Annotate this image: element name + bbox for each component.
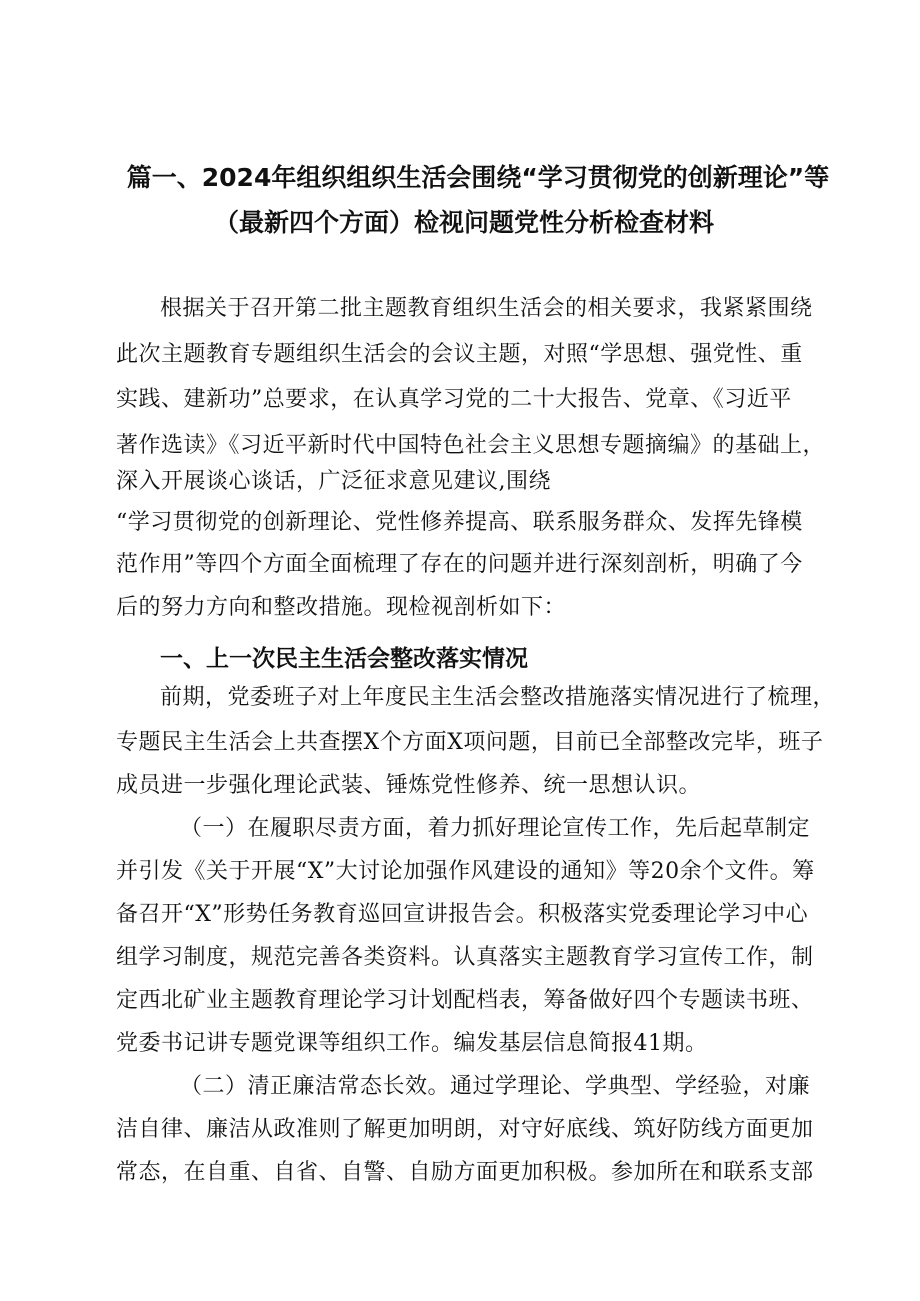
intro-line-3: 实践、建新功”总要求，在认真学习党的二十大报告、党章、《习近平 (116, 387, 792, 412)
para2-line-5: 定西北矿业主题教育理论学习计划配档表，筹备做好四个专题读书班、 (116, 988, 814, 1013)
intro-line-6: “学习贯彻党的创新理论、党性修养提高、联系服务群众、发挥先锋模 (116, 510, 803, 535)
para2-line-2: 并引发《关于开展“X”大讨论加强作风建设的通知》等20余个文件。筹 (116, 859, 815, 884)
para2-line-4: 组学习制度，规范完善各类资料。认真落实主题教育学习宣传工作，制 (116, 945, 814, 970)
para2-line-6: 党委书记讲专题党课等组织工作。编发基层信息简报41期。 (116, 1031, 708, 1056)
para1-line-2: 专题民主生活会上共查摆X个方面X项问题，目前已全部整改完毕，班子 (116, 730, 824, 755)
para3-line-1: （二）清正廉洁常态长效。通过学理论、学典型、学经验，对廉 (180, 1074, 811, 1099)
document-title-line-1: 篇一、2024年组织组织生活会围绕“学习贯彻党的创新理论”等 (126, 163, 830, 192)
para1-line-3: 成员进一步强化理论武装、锤炼党性修养、统一思想认识。 (116, 773, 702, 798)
para2-line-1: （一）在履职尽责方面，着力抓好理论宣传工作，先后起草制定 (180, 816, 811, 841)
document-title-line-2: （最新四个方面）检视问题党性分析检查材料 (213, 208, 714, 237)
intro-line-5: 深入开展谈心谈话，广泛征求意见建议,围绕 (116, 469, 551, 494)
intro-line-1: 根据关于召开第二批主题教育组织生活会的相关要求，我紧紧围绕 (160, 296, 813, 321)
intro-line-4: 著作选读》《习近平新时代中国特色社会主义思想专题摘编》的基础上， (116, 433, 826, 458)
para2-line-3: 备召开“X”形势任务教育巡回宣讲报告会。积极落实党委理论学习中心 (116, 902, 809, 927)
section-heading: 一、上一次民主生活会整改落实情况 (160, 646, 528, 672)
intro-line-2: 此次主题教育专题组织生活会的会议主题，对照“学思想、强党性、重 (116, 342, 803, 367)
intro-line-8: 后的努力方向和整改措施。现检视剖析如下： (116, 595, 567, 620)
para3-line-3: 常态，在自重、自省、自警、自励方面更加积极。参加所在和联系支部 (116, 1160, 814, 1185)
intro-line-7: 范作用”等四个方面全面梳理了存在的问题并进行深刻剖析，明确了今 (116, 552, 803, 577)
para1-line-1: 前期，党委班子对上年度民主生活会整改措施落实情况进行了梳理， (160, 685, 836, 710)
para3-line-2: 洁自律、廉洁从政准则了解更加明朗，对守好底线、筑好防线方面更加 (116, 1117, 814, 1142)
